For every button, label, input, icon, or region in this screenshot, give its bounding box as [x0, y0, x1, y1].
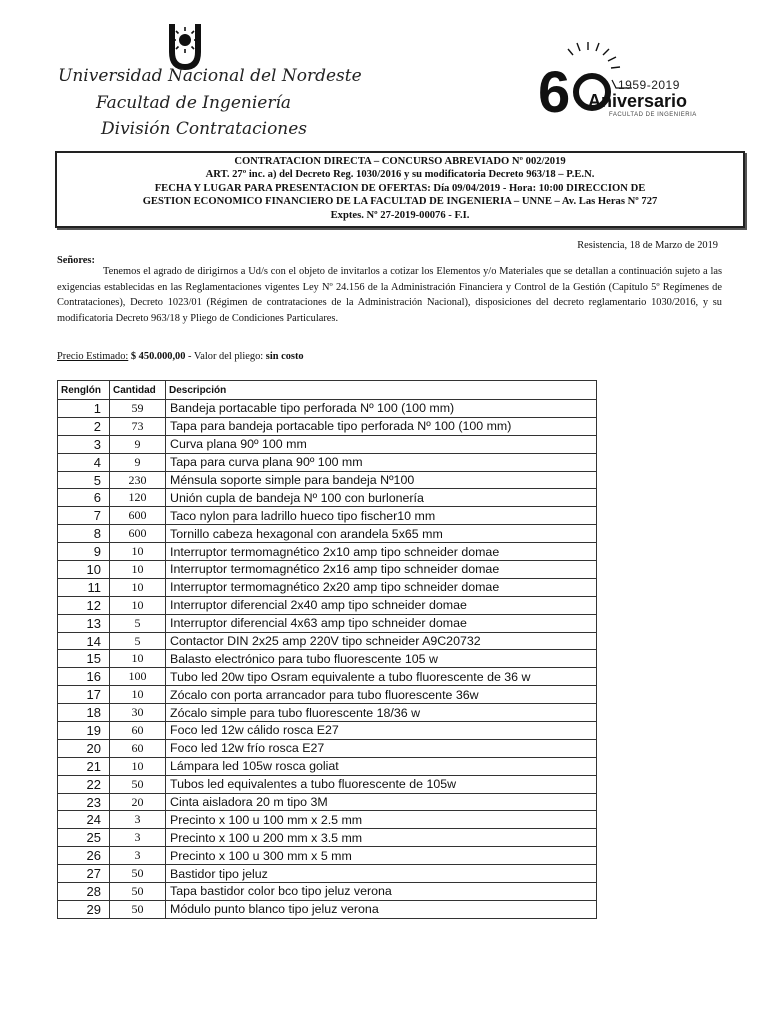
row-descripcion: Precinto x 100 u 300 mm x 5 mm [166, 847, 597, 865]
row-renglon: 29 [58, 900, 110, 918]
row-renglon: 16 [58, 668, 110, 686]
row-renglon: 7 [58, 507, 110, 525]
row-descripcion: Bandeja portacable tipo perforada Nº 100 (100 mm) [166, 400, 597, 418]
table-row [58, 596, 597, 614]
price-line [57, 351, 304, 362]
header-renglon: Renglón [58, 381, 110, 400]
table-row [58, 865, 597, 883]
row-renglon: 10 [58, 561, 110, 579]
row-cantidad: 5 [110, 614, 166, 632]
row-cantidad: 10 [110, 757, 166, 775]
row-cantidad: 60 [110, 739, 166, 757]
row-cantidad: 50 [110, 900, 166, 918]
row-descripcion: Lámpara led 105w rosca goliat [166, 757, 597, 775]
row-renglon: 8 [58, 525, 110, 543]
row-descripcion: Ménsula soporte simple para bandeja Nº100 [166, 471, 597, 489]
row-descripcion: Contactor DIN 2x25 amp 220V tipo schneider A9C20732 [166, 632, 597, 650]
row-descripcion: Zócalo con porta arrancador para tubo fluorescente 36w [166, 686, 597, 704]
table-row [58, 471, 597, 489]
table-row [58, 489, 597, 507]
row-descripcion: Interruptor diferencial 2x40 amp tipo schneider domae [166, 596, 597, 614]
row-descripcion: Tubos led equivalentes a tubo fluorescente de 105w [166, 775, 597, 793]
row-descripcion: Interruptor diferencial 4x63 amp tipo schneider domae [166, 614, 597, 632]
row-renglon: 21 [58, 757, 110, 775]
row-cantidad: 73 [110, 417, 166, 435]
table-row [58, 811, 597, 829]
row-descripcion: Tapa para bandeja portacable tipo perforada Nº 100 (100 mm) [166, 417, 597, 435]
row-descripcion: Tubo led 20w tipo Osram equivalente a tubo fluorescente de 36 w [166, 668, 597, 686]
row-cantidad: 3 [110, 847, 166, 865]
row-descripcion: Balasto electrónico para tubo fluorescente 105 w [166, 650, 597, 668]
row-renglon: 14 [58, 632, 110, 650]
table-row [58, 668, 597, 686]
row-descripcion: Tapa bastidor color bco tipo jeluz verona [166, 883, 597, 901]
row-cantidad: 10 [110, 543, 166, 561]
row-renglon: 3 [58, 435, 110, 453]
row-cantidad: 10 [110, 578, 166, 596]
table-header-row [58, 381, 597, 400]
table-row [58, 739, 597, 757]
row-descripcion: Foco led 12w cálido rosca E27 [166, 722, 597, 740]
row-renglon: 6 [58, 489, 110, 507]
table-row [58, 722, 597, 740]
row-renglon: 27 [58, 865, 110, 883]
greeting: Señores: [57, 255, 95, 266]
row-cantidad: 5 [110, 632, 166, 650]
row-renglon: 24 [58, 811, 110, 829]
table-row [58, 632, 597, 650]
row-renglon: 5 [58, 471, 110, 489]
row-cantidad: 3 [110, 829, 166, 847]
table-row [58, 650, 597, 668]
table-row [58, 417, 597, 435]
row-cantidad: 9 [110, 453, 166, 471]
row-cantidad: 10 [110, 686, 166, 704]
row-cantidad: 30 [110, 704, 166, 722]
row-renglon: 4 [58, 453, 110, 471]
price-separator: - Valor del pliego: [185, 351, 266, 362]
title-line-3: FECHA Y LUGAR PARA PRESENTACION DE OFERTAS: Día 09/04/2019 - Hora: 10:00 DIRECCION DE [154, 182, 646, 194]
row-cantidad: 60 [110, 722, 166, 740]
table-row [58, 435, 597, 453]
row-renglon: 23 [58, 793, 110, 811]
row-renglon: 11 [58, 578, 110, 596]
table-row [58, 847, 597, 865]
row-renglon: 9 [58, 543, 110, 561]
table-row [58, 543, 597, 561]
row-descripcion: Precinto x 100 u 100 mm x 2.5 mm [166, 811, 597, 829]
table-row [58, 757, 597, 775]
anniversary-years: 1959-2019 [618, 78, 680, 92]
university-logo-icon [163, 22, 207, 72]
faculty-name: Facultad de Ingeniería [96, 93, 292, 113]
header-cantidad: Cantidad [110, 381, 166, 400]
pliego-value: sin costo [265, 351, 304, 362]
row-cantidad: 100 [110, 668, 166, 686]
table-row [58, 614, 597, 632]
row-cantidad: 120 [110, 489, 166, 507]
row-cantidad: 50 [110, 883, 166, 901]
row-renglon: 28 [58, 883, 110, 901]
row-cantidad: 10 [110, 561, 166, 579]
items-table-body [58, 400, 597, 919]
table-row [58, 704, 597, 722]
row-descripcion: Unión cupla de bandeja Nº 100 con burlonería [166, 489, 597, 507]
row-cantidad: 50 [110, 865, 166, 883]
intro-paragraph: Tenemos el agrado de dirigirnos a Ud/s con el objeto de invitarlos a cotizar los Elementos y/o Materiales que se detallan a continuación sujeto a las exigencias establecidas en las Reglamentaciones vigentes Ley Nº 24.156 de la Administración Financiera y Control de la Gestión (Capítulo 5º Regímenes de Contrataciones), Decreto 1023/01 (Régimen de contrataciones de la Administración Nacional), disposiciones del decreto reglamentario 1030/2016, y su modificatoria Decreto 963/18 y Pliego de Condiciones Particulares. [57, 266, 722, 324]
row-cantidad: 600 [110, 525, 166, 543]
row-descripcion: Foco led 12w frío rosca E27 [166, 739, 597, 757]
row-renglon: 19 [58, 722, 110, 740]
price-amount: $ 450.000,00 [130, 351, 186, 362]
row-descripcion: Cinta aisladora 20 m tipo 3M [166, 793, 597, 811]
row-descripcion: Curva plana 90º 100 mm [166, 435, 597, 453]
row-renglon: 12 [58, 596, 110, 614]
row-renglon: 26 [58, 847, 110, 865]
title-box [55, 151, 745, 228]
table-row [58, 686, 597, 704]
row-renglon: 2 [58, 417, 110, 435]
row-cantidad: 230 [110, 471, 166, 489]
items-table [57, 380, 597, 919]
table-row [58, 775, 597, 793]
title-line-1: CONTRATACION DIRECTA – CONCURSO ABREVIADO Nº 002/2019 [234, 156, 566, 167]
row-descripcion: Interruptor termomagnético 2x20 amp tipo schneider domae [166, 578, 597, 596]
table-row [58, 400, 597, 418]
row-descripcion: Taco nylon para ladrillo hueco tipo fischer10 mm [166, 507, 597, 525]
row-descripcion: Tapa para curva plana 90º 100 mm [166, 453, 597, 471]
row-cantidad: 10 [110, 650, 166, 668]
row-cantidad: 50 [110, 775, 166, 793]
row-renglon: 22 [58, 775, 110, 793]
table-row [58, 525, 597, 543]
row-cantidad: 59 [110, 400, 166, 418]
row-renglon: 15 [58, 650, 110, 668]
table-row [58, 829, 597, 847]
place-date: Resistencia, 18 de Marzo de 2019 [577, 240, 718, 251]
row-cantidad: 600 [110, 507, 166, 525]
row-renglon: 25 [58, 829, 110, 847]
anniversary-word: Aniversario [588, 91, 688, 111]
title-line-2: ART. 27º inc. a) del Decreto Reg. 1030/2016 y su modificatoria Decreto 963/18 – P.E.N. [205, 169, 595, 181]
header-descripcion: Descripción [166, 381, 597, 400]
table-row [58, 561, 597, 579]
title-line-5: Exptes. Nº 27-2019-00076 - F.I. [330, 209, 470, 221]
division-name: División Contrataciones [101, 119, 308, 139]
row-descripcion: Precinto x 100 u 200 mm x 3.5 mm [166, 829, 597, 847]
row-renglon: 13 [58, 614, 110, 632]
price-label: Precio Estimado: [57, 351, 129, 362]
university-name: Universidad Nacional del Nordeste [58, 66, 362, 86]
row-cantidad: 9 [110, 435, 166, 453]
table-row [58, 578, 597, 596]
title-line-4: GESTION ECONOMICO FINANCIERO DE LA FACULTAD DE INGENIERIA – UNNE – Av. Las Heras Nº 727 [142, 196, 658, 208]
row-renglon: 18 [58, 704, 110, 722]
row-descripcion: Zócalo simple para tubo fluorescente 18/36 w [166, 704, 597, 722]
table-row [58, 507, 597, 525]
row-renglon: 20 [58, 739, 110, 757]
row-descripcion: Módulo punto blanco tipo jeluz verona [166, 900, 597, 918]
row-descripcion: Bastidor tipo jeluz [166, 865, 597, 883]
table-row [58, 793, 597, 811]
row-cantidad: 20 [110, 793, 166, 811]
row-renglon: 17 [58, 686, 110, 704]
row-descripcion: Interruptor termomagnético 2x16 amp tipo schneider domae [166, 561, 597, 579]
row-renglon: 1 [58, 400, 110, 418]
svg-text:6: 6 [538, 60, 571, 122]
row-descripcion: Tornillo cabeza hexagonal con arandela 5x65 mm [166, 525, 597, 543]
table-row [58, 900, 597, 918]
table-row [58, 883, 597, 901]
table-row [58, 453, 597, 471]
row-cantidad: 3 [110, 811, 166, 829]
row-descripcion: Interruptor termomagnético 2x10 amp tipo schneider domae [166, 543, 597, 561]
row-cantidad: 10 [110, 596, 166, 614]
anniversary-faculty: FACULTAD DE INGENIERIA [609, 112, 697, 118]
